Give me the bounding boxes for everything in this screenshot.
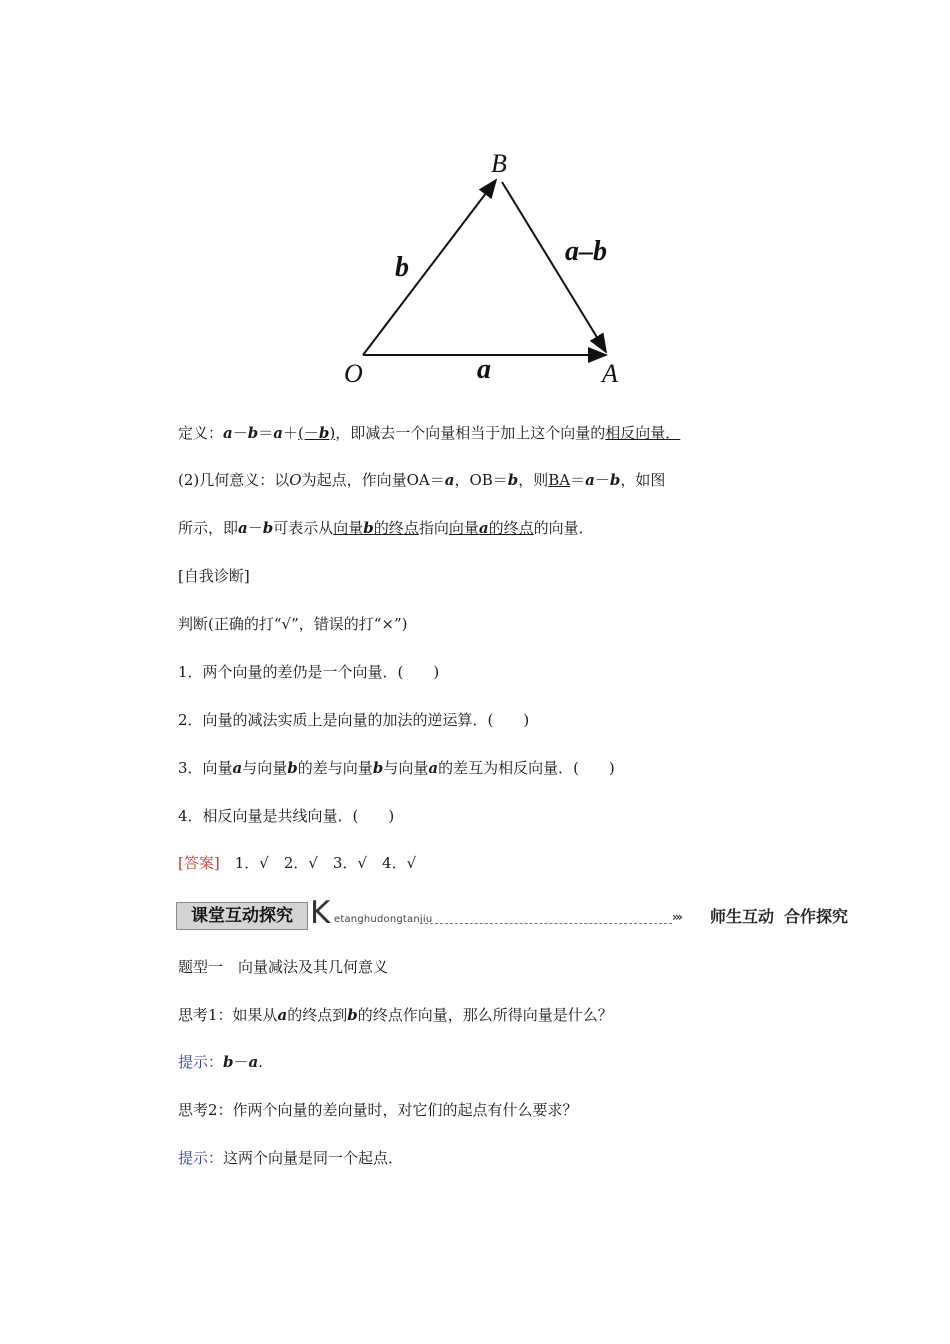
definition-answer: 相反向量．: [605, 424, 681, 442]
geometric-meaning-line-1: (2)几何意义：以O为起点，作向量OA＝a，OB＝b，则BA＝a－b，如图: [178, 471, 666, 489]
vector-a-label: a: [477, 354, 491, 385]
question-4: 4．相反向量是共线向量．( ): [178, 807, 395, 825]
answer-line: [178, 853, 416, 873]
banner-arrows-icon: ›››: [672, 910, 681, 924]
vector-b-label: b: [395, 252, 409, 283]
section-banner: [176, 895, 848, 932]
point-b-label: B: [491, 149, 507, 178]
hint-1: 提示：b－a.: [178, 1053, 264, 1071]
vector-a-minus-b-line: [502, 182, 606, 352]
think-2: 思考2：作两个向量的差向量时，对它们的起点有什么要求？: [178, 1101, 578, 1119]
question-2: 2．向量的减法实质上是向量的加法的逆运算．( ): [178, 711, 530, 729]
hint-2: 提示：这两个向量是同一个起点．: [178, 1149, 404, 1167]
question-1: 1．两个向量的差仍是一个向量．( ): [178, 663, 440, 681]
geometric-meaning-line-2: 所示，即a－b可表示从向量b的终点指向向量a的终点的向量．: [178, 519, 594, 537]
question-3: 3．向量a与向量b的差与向量b与向量a的差互为相反向量．( ): [178, 759, 615, 777]
banner-pinyin: etanghudongtanjiu: [334, 914, 433, 925]
banner-k-letter: K: [310, 895, 331, 931]
point-o-label: O: [344, 359, 363, 388]
definition-line: 定义：a－b＝a＋(－b)，即减去一个向量相当于加上这个向量的相反向量．: [178, 424, 681, 442]
section-heading: 题型一 向量减法及其几何意义: [178, 958, 389, 976]
hint-2-label: 提示：: [178, 1149, 224, 1167]
self-check-instruction: 判断(正确的打“√”，错误的打“×”): [178, 615, 408, 633]
vector-b-line: [363, 180, 496, 355]
answer-label: [答案]: [178, 854, 220, 872]
vector-triangle-figure: [330, 140, 650, 390]
point-a-label: A: [602, 359, 618, 388]
hint-1-label: 提示：: [178, 1053, 224, 1071]
answer-text: 1．√ 2．√ 3．√ 4．√: [219, 854, 417, 872]
self-check-title: [自我诊断]: [178, 567, 250, 585]
banner-tagline: 师生互动 合作探究: [709, 907, 848, 926]
banner-divider: [420, 923, 672, 924]
banner-title: 课堂互动探究: [176, 902, 308, 930]
vector-a-minus-b-label: a–b: [565, 236, 607, 267]
think-1: 思考1：如果从a的终点到b的终点作向量，那么所得向量是什么？: [178, 1006, 613, 1024]
definition-label: 定义：: [178, 424, 224, 442]
